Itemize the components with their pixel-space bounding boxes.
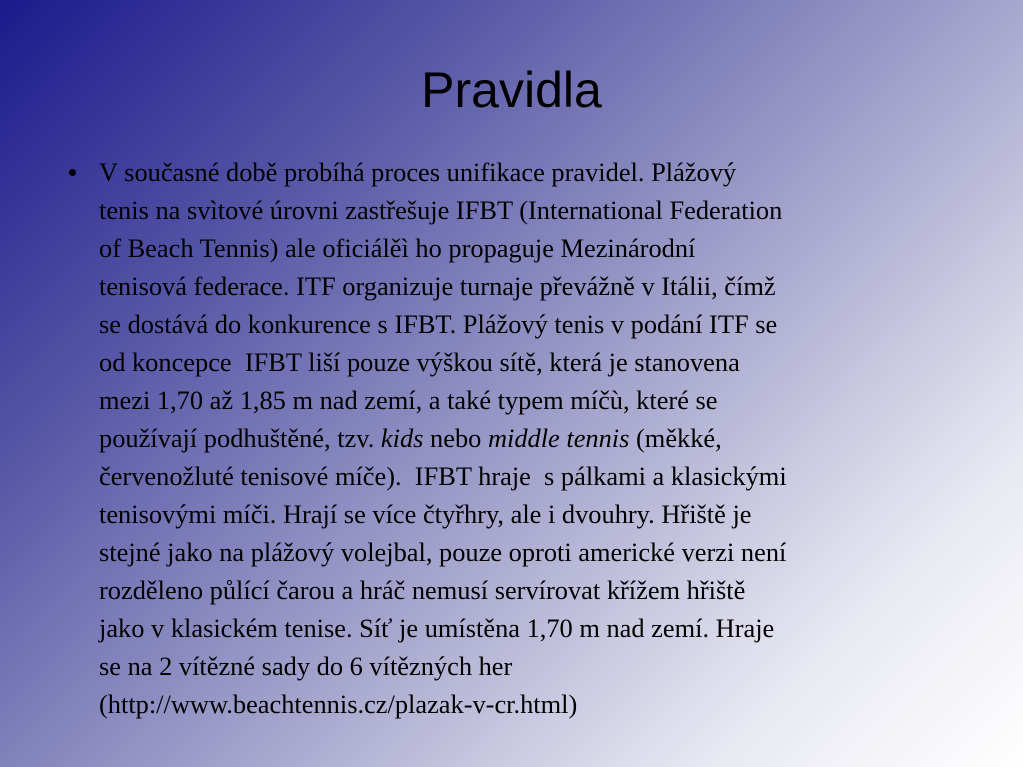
bullet-list (60, 153, 990, 723)
italic-term-middle-tennis: middle tennis (487, 423, 630, 453)
text-line: tenis na svìtové úrovni zastřešuje IFBT (International Federation (99, 195, 783, 225)
text-line: tenisovými míči. Hrají se více čtyřhry, ale i dvouhry. Hřiště je (99, 499, 752, 529)
text-line: jako v klasickém tenise. Síť je umístěna 1,70 m nad zemí. Hraje (99, 613, 775, 643)
text-line: tenisová federace. ITF organizuje turnaje převážně v Itálii, čímž (99, 271, 776, 301)
text-line: rozděleno půlící čarou a hráč nemusí servírovat křížem hřiště (99, 575, 746, 605)
text-line: od koncepce IFBT liší pouze výškou sítě, která je stanovena (99, 347, 740, 377)
text-line: se na 2 vítězné sady do 6 vítězných her (99, 651, 513, 681)
text-line: stejné jako na plážový volejbal, pouze oproti americké verzi není (99, 537, 787, 567)
text-segment: (měkké, (629, 423, 722, 453)
slide-title: Pravidla (421, 62, 602, 118)
italic-term-kids: kids (380, 423, 424, 453)
bullet-dot-icon (69, 169, 76, 176)
text-line: of Beach Tennis) ale oficiálěì ho propaguje Mezinárodní (99, 233, 696, 263)
text-segment: nebo (423, 423, 488, 453)
text-line: V současné době probíhá proces unifikace pravidel. Plážový (99, 157, 737, 187)
text-line: se dostává do konkurence s IFBT. Plážový tenis v podání ITF se (99, 309, 778, 339)
text-line (99, 419, 990, 457)
bullet-paragraph (99, 153, 990, 723)
source-link-text: (http://www.beachtennis.cz/plazak-v-cr.html) (99, 689, 578, 719)
bullet-item (60, 153, 990, 723)
text-line: červenožluté tenisové míče). IFBT hraje s pálkami a klasickými (99, 461, 787, 491)
text-segment: používají podhuštěné, tzv. (99, 423, 381, 453)
text-line: mezi 1,70 až 1,85 m nad zemí, a také typem míčù, které se (99, 385, 718, 415)
